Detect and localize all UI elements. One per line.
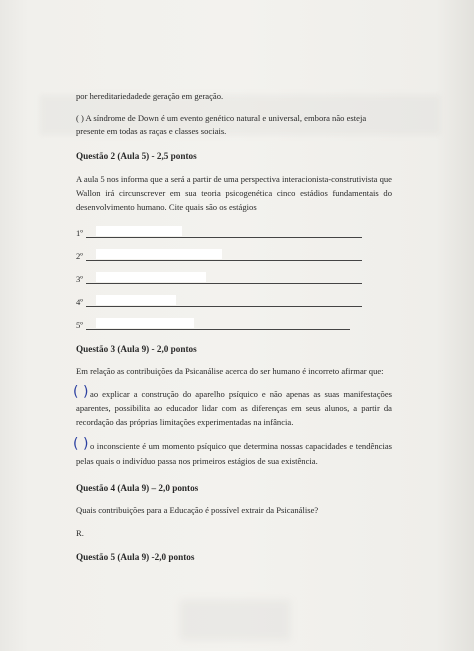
question-2-text: desenvolvimento humano. Cite quais são os estágios xyxy=(76,202,257,212)
option-a-text: ao explicar a construção do aparelho psíquico e não apenas as suas manifestações xyxy=(90,389,392,399)
bleed-through-shadow xyxy=(180,600,290,640)
answer-label: R. xyxy=(76,528,84,538)
text-line: presente em todas as raças e classes sociais. xyxy=(76,126,227,136)
option-b-text: pelas quais o indivíduo passa nos primeiros estágios de sua existência. xyxy=(76,456,318,466)
stage-4-label: 4º xyxy=(76,297,83,307)
redacted-answer xyxy=(96,295,176,305)
option-a-text: aparentes, possibilita ao educador lidar com as diferenças em seus alunos, a partir da xyxy=(76,403,392,413)
redacted-answer xyxy=(96,318,194,328)
stage-1-label: 1º xyxy=(76,228,83,238)
answer-line-3 xyxy=(86,283,362,284)
redacted-answer xyxy=(96,226,182,236)
answer-line-2 xyxy=(86,260,362,261)
handwritten-close-paren: ) xyxy=(83,436,89,452)
handwritten-close-paren: ) xyxy=(83,384,89,400)
question-5-heading: Questão 5 (Aula 9) -2,0 pontos xyxy=(76,552,195,562)
handwritten-open-paren: ( xyxy=(73,436,79,452)
question-4-heading: Questão 4 (Aula 9) – 2,0 pontos xyxy=(76,483,199,493)
stage-5-label: 5º xyxy=(76,320,83,330)
question-3-prompt: Em relação as contribuições da Psicanálise acerca do ser humano é incorreto afirmar que: xyxy=(76,366,384,376)
question-2-heading: Questão 2 (Aula 5) - 2,5 pontos xyxy=(76,151,197,161)
question-3-heading: Questão 3 (Aula 9) - 2,0 pontos xyxy=(76,344,197,354)
handwritten-open-paren: ( xyxy=(73,384,79,400)
text-line: por hereditariedadede geração em geração. xyxy=(76,91,224,101)
stage-3-label: 3º xyxy=(76,274,83,284)
question-2-text: Wallon irá circunscrever em sua teoria psicogenética cinco estádios fundamentais do xyxy=(76,188,392,198)
stage-2-label: 2º xyxy=(76,251,83,261)
question-4-prompt: Quais contribuições para a Educação é possível extrair da Psicanálise? xyxy=(76,505,319,515)
statement-down-syndrome: ( ) A síndrome de Down é um evento genético natural e universal, embora não esteja xyxy=(76,113,367,123)
redacted-answer xyxy=(96,272,206,282)
question-2-text: A aula 5 nos informa que a será a partir de uma perspectiva interacionista-construtivista que xyxy=(76,174,392,184)
answer-line-5 xyxy=(86,329,350,330)
answer-line-4 xyxy=(86,306,362,307)
answer-line-1 xyxy=(86,237,362,238)
option-b-text: o inconsciente é um momento psíquico que determina nossas capacidades e tendências xyxy=(90,441,392,451)
option-a-text: recordação das próprias limitações experimentadas na infância. xyxy=(76,417,294,427)
redacted-answer xyxy=(96,249,222,259)
